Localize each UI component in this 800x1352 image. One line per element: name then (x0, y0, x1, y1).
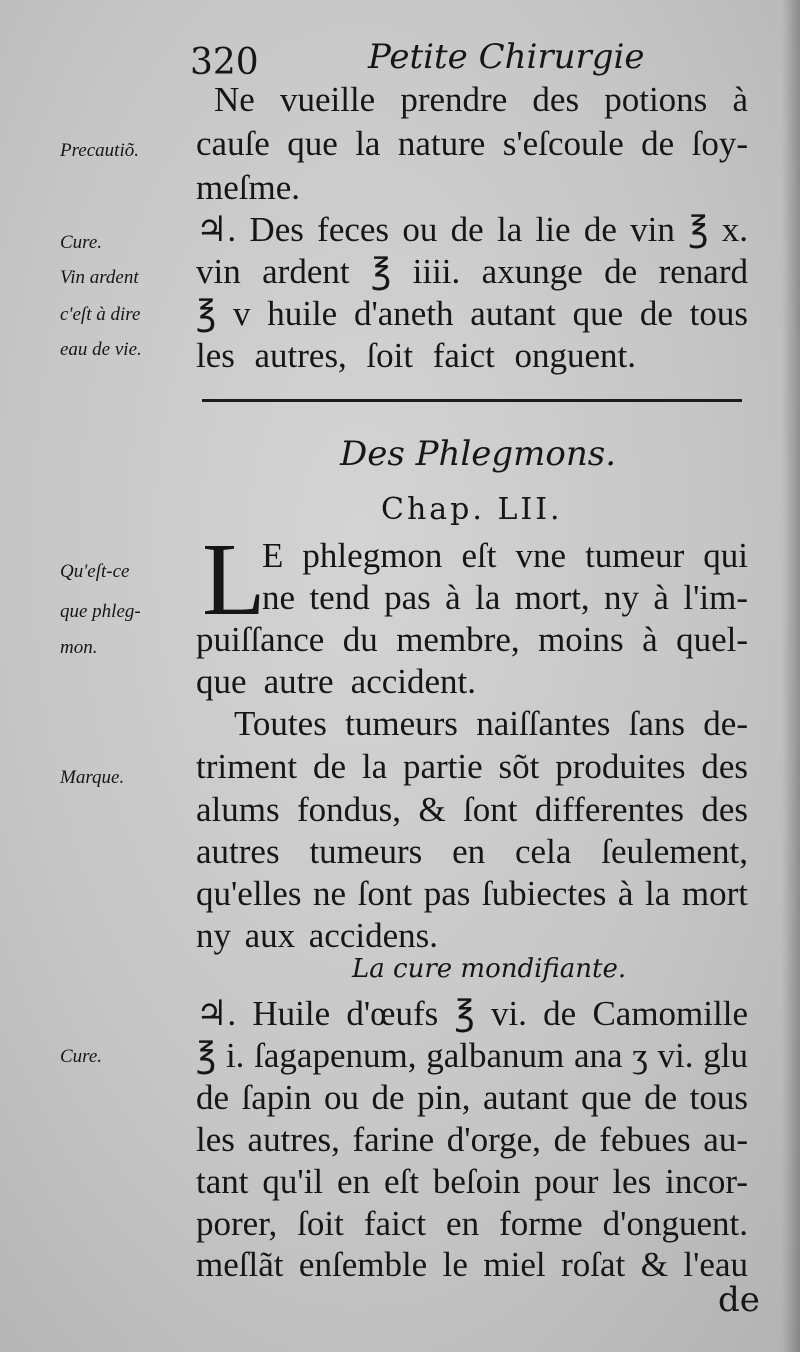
text-line: puiſſance du membre, moins à quel- (196, 620, 748, 659)
text-line: meſlãt enſemble le miel roſat & l'eau (196, 1245, 748, 1284)
margin-note: mon. (60, 637, 98, 658)
running-head: Petite Chirurgie (368, 37, 645, 77)
text-line: ne tend pas à la mort, ny à l'im- (262, 578, 748, 617)
text-line: Toutes tumeurs naiſſantes ſans de- (234, 704, 748, 743)
text-line: vin ardent ℥ iiii. axunge de renard (196, 252, 748, 291)
margin-note: eau de vie. (60, 339, 142, 360)
margin-note: que phleg- (60, 601, 141, 622)
margin-note: Vin ardent (60, 267, 139, 288)
section-title: Des Phlegmons. (340, 434, 617, 474)
subheading: La cure mondifiante. (352, 954, 627, 984)
text-line: ♃. Des feces ou de la lie de vin ℥ x. (196, 210, 748, 249)
chapter-title: Chap. LII. (381, 492, 563, 527)
text-line: tant qu'il en eſt beſoin pour les incor- (196, 1162, 748, 1201)
drop-cap: L (202, 522, 266, 637)
text-line: qu'elles ne ſont pas ſubiectes à la mort (196, 874, 748, 913)
text-line: porer, ſoit faict en forme d'onguent. (196, 1204, 748, 1243)
text-line: de ſapin ou de pin, autant que de tous (196, 1078, 748, 1117)
text-line: les autres, ſoit faict onguent. (196, 336, 636, 375)
text-line: que autre accident. (196, 662, 476, 701)
text-line: meſme. (196, 168, 300, 207)
margin-note: Precautiõ. (60, 140, 139, 161)
text-line: autres tumeurs en cela ſeulement, (196, 832, 748, 871)
text-line: ny aux accidens. (196, 916, 438, 955)
margin-note: Cure. (60, 232, 103, 253)
text-line: Ne vueille prendre des potions à (214, 80, 748, 119)
text-line: cauſe que la nature s'eſcoule de ſoy- (196, 124, 748, 163)
page-number: 320 (190, 42, 259, 83)
margin-note: Qu'eſt-ce (60, 561, 130, 582)
margin-note: Cure. (60, 1046, 103, 1067)
text-line: alums fondus, & ſont differentes des (196, 790, 748, 829)
text-line: ℥ v huile d'aneth autant que de tous (196, 294, 748, 333)
text-line: E phlegmon eſt vne tumeur qui (262, 536, 748, 575)
margin-note: Marque. (60, 767, 125, 788)
text-line: ℥ i. ſagapenum, galbanum ana ʒ vi. glu (196, 1036, 748, 1075)
margin-note: c'eſt à dire (60, 304, 141, 325)
text-line: ♃. Huile d'œufs ℥ vi. de Camomille (196, 994, 748, 1033)
text-line: les autres, farine d'orge, de febues au- (196, 1120, 748, 1159)
catchword: de (718, 1280, 760, 1320)
text-line: triment de la partie sõt produites des (196, 747, 748, 786)
section-rule (202, 399, 742, 402)
